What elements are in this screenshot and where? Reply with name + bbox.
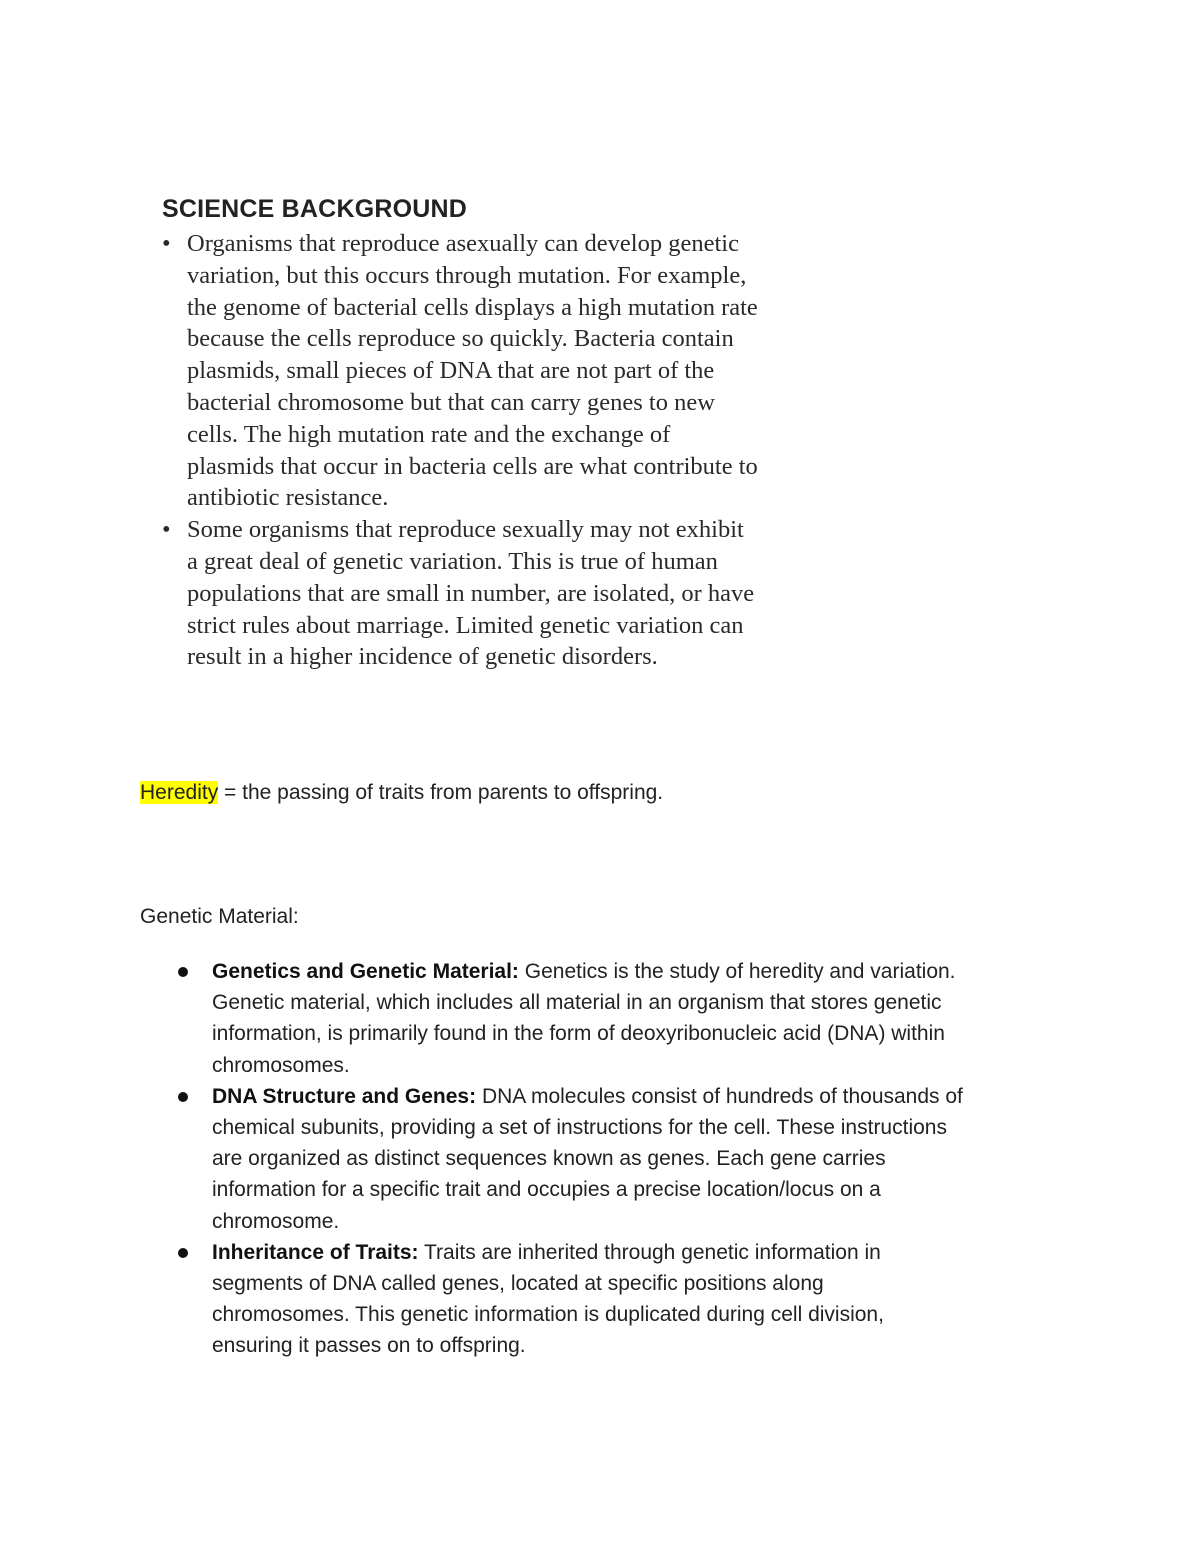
bullet-icon [178,1248,188,1258]
text-line: ensuring it passes on to offspring. [212,1334,526,1358]
text-line: chromosome. [212,1209,340,1233]
list-item [140,956,1080,1081]
text-line: variation, but this occurs through mutation. For example, [187,261,747,289]
science-background-item [160,228,880,514]
genetic-material-list [140,956,1080,1362]
heredity-term: Heredity [140,781,219,804]
text-line: information for a specific trait and occupies a precise location/locus on a [212,1178,881,1202]
science-background-list [160,228,880,673]
bullet-icon [178,1092,188,1102]
text-line: strict rules about marriage. Limited genetic variation can [187,611,744,639]
text-line: a great deal of genetic variation. This is true of human [187,547,718,575]
text-line: segments of DNA called genes, located at specific positions along [212,1272,824,1296]
text-line: plasmids, small pieces of DNA that are not part of the [187,357,715,385]
text-line: DNA molecules consist of hundreds of thousands of [476,1084,963,1108]
text-line: Organisms that reproduce asexually can develop genetic [187,230,739,257]
text-line: bacterial chromosome but that can carry genes to new [187,388,715,416]
list-item [140,1237,1080,1362]
item-term: DNA Structure and Genes: [212,1084,477,1108]
text-line: Genetic material, which includes all material in an organism that stores genetic [212,991,942,1015]
text-line: because the cells reproduce so quickly. Bacteria contain [187,325,734,353]
heredity-definition [140,778,663,808]
text-line: chromosomes. This genetic information is duplicated during cell division, [212,1303,884,1327]
text-line: Traits are inherited through genetic information in [418,1240,881,1264]
text-line: antibiotic resistance. [187,484,389,512]
science-background-item [160,514,880,673]
text-line: information, is primarily found in the form of deoxyribonucleic acid (DNA) within [212,1022,945,1046]
text-line: cells. The high mutation rate and the exchange of [187,420,671,448]
text-line: result in a higher incidence of genetic disorders. [187,643,658,671]
text-line: the genome of bacterial cells displays a high mutation rate [187,293,758,321]
text-line: chromosomes. [212,1053,350,1077]
science-background-image [160,194,880,673]
item-term: Genetics and Genetic Material: [212,960,519,983]
text-line: populations that are small in number, are isolated, or have [187,579,755,607]
bullet-icon: • [162,230,171,257]
list-item [140,1081,1080,1237]
heredity-definition-text: = the passing of traits from parents to offspring. [218,781,664,804]
text-line: chemical subunits, providing a set of instructions for the cell. These instructions [212,1116,947,1140]
text-line: Some organisms that reproduce sexually may not exhibit [187,516,744,544]
bullet-icon: • [162,516,171,544]
genetic-material-heading: Genetic Material: [140,905,299,928]
science-background-title: SCIENCE BACKGROUND [162,195,468,223]
text-line: are organized as distinct sequences known as genes. Each gene carries [212,1147,886,1171]
text-line: Genetics is the study of heredity and variation. [518,960,956,983]
bullet-icon [178,967,188,977]
item-term: Inheritance of Traits: [212,1240,419,1264]
text-line: plasmids that occur in bacteria cells are what contribute to [187,452,758,480]
